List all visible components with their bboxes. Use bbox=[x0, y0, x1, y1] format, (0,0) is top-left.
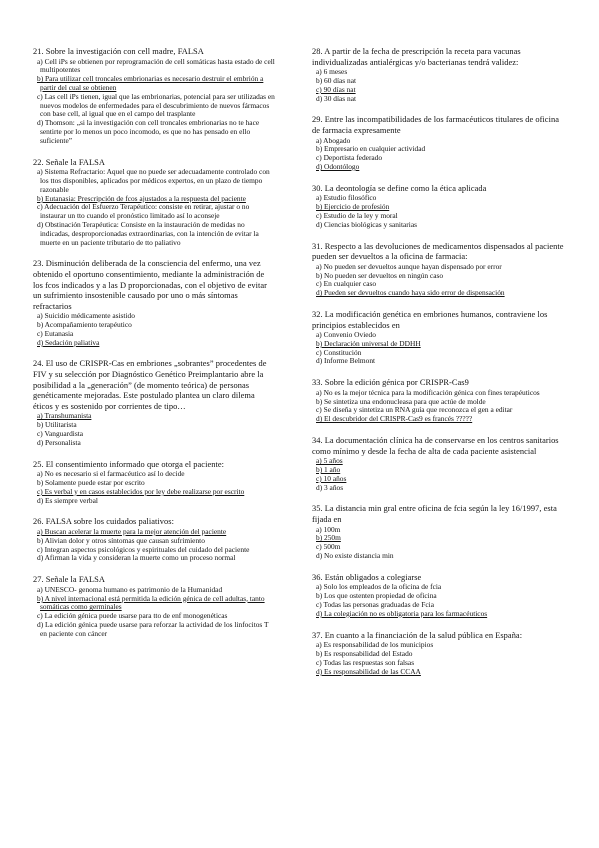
answer-option-marked: b) Ejercicio de profesión bbox=[316, 202, 390, 212]
answer-option: a) Suicidio médicamente asistido bbox=[37, 311, 135, 321]
answer-option: c) Vanguardista bbox=[37, 429, 84, 439]
answer-option: a) Estudio filosófico bbox=[316, 193, 377, 203]
question-text: 32. La modificación genética en embriones humanos, contraviene los principios establecidos en bbox=[312, 309, 548, 330]
question-block bbox=[312, 47, 566, 103]
answer-option: d) Ciencias biológicas y sanitarias bbox=[316, 219, 417, 229]
answer-option: b) Es responsabilidad del Estado bbox=[316, 648, 413, 658]
answer-option: d) 3 años bbox=[316, 482, 344, 492]
question-block bbox=[312, 242, 566, 298]
answer-option: c) Todas las respuestas son falsas bbox=[316, 657, 415, 667]
answer-option: c) Estudio de la ley y moral bbox=[316, 210, 398, 220]
answer-option: a) Cell iPs se obtienen por reprogramación de cell somáticas hasta estado de cell multipotentes bbox=[37, 56, 275, 75]
answer-option: a) Es responsabilidad de los municipios bbox=[316, 640, 434, 650]
answer-option: d) Afirman la vida y consideran la muerte como un proceso normal bbox=[37, 553, 236, 563]
answer-option-marked: c) 10 años bbox=[316, 473, 347, 483]
answer-option: a) No es la mejor técnica para la modificación génica con fines terapéuticos bbox=[316, 387, 540, 397]
answer-option: b) Se sintetiza una endonucleasa para que actúe de molde bbox=[316, 396, 486, 406]
question-text: 29. Entre las incompatibilidades de los farmacéuticos titulares de oficina de farmacia expresamente bbox=[312, 115, 559, 135]
answer-option-marked: b) A nivel internacional está permitida la edición génica de cell adultas, tanto somáticas como germinales bbox=[37, 593, 265, 612]
answer-option-marked: d) Es responsabilidad de las CCAA bbox=[316, 666, 421, 676]
question-text: 36. Están obligados a colegiarse bbox=[312, 572, 422, 582]
answer-option: a) No es necesario si el farmacéutico así lo decide bbox=[37, 469, 185, 479]
answer-option: d) Informe Belmont bbox=[316, 356, 376, 366]
answer-options bbox=[312, 583, 566, 618]
question-block bbox=[33, 460, 276, 506]
answer-option: b) 60 días nat bbox=[316, 75, 357, 85]
question-text: 28. A partir de la fecha de prescripción la receta para vacunas individualizadas antialérgicas y/o bacterianas tendrá validez: bbox=[312, 47, 521, 67]
answer-options bbox=[33, 528, 276, 563]
question-block bbox=[33, 575, 276, 638]
answer-option: b) Los que ostenten propiedad de oficina bbox=[316, 591, 437, 601]
question-text: 25. El consentimiento informado que otorga el paciente: bbox=[33, 459, 224, 469]
answer-option-marked: a) 5 años bbox=[316, 456, 343, 466]
question-block bbox=[33, 517, 276, 563]
question-text: 27. Señale la FALSA bbox=[33, 575, 105, 585]
question-text: 21. Sobre la investigación con cell madre, FALSA bbox=[33, 47, 204, 56]
answer-option: d) 30 días nat bbox=[316, 93, 357, 103]
answer-options bbox=[312, 526, 566, 561]
question-text: 31. Respecto a las devoluciones de medicamentos dispensados al paciente pueden ser devueltos a la oficina de farmacia: bbox=[312, 241, 564, 262]
answer-option: d) Thomson: „si la investigación con cell troncales embrionarias no te hace sentirte por lo menos un poco incomodo, es que no has pensado en ello suficiente” bbox=[37, 118, 260, 145]
answer-option: a) 100m bbox=[316, 524, 341, 534]
question-block bbox=[312, 184, 566, 230]
answer-options bbox=[33, 58, 276, 146]
answer-options bbox=[312, 137, 566, 172]
question-block bbox=[312, 631, 566, 677]
question-block bbox=[33, 158, 276, 248]
answer-option-marked: b) Declaración universal de DDHH bbox=[316, 338, 421, 348]
answer-options bbox=[312, 263, 566, 298]
answer-options bbox=[33, 586, 276, 639]
answer-option: a) 6 meses bbox=[316, 67, 348, 77]
answer-options bbox=[312, 389, 566, 424]
answer-option: c) Constitución bbox=[316, 347, 362, 357]
answer-option: d) La edición génica puede usarse para reforzar la actividad de los linfocitos T en paciente con cáncer bbox=[37, 619, 269, 638]
answer-option-marked: d) Pueden ser devueltos cuando haya sido error de dispensación bbox=[316, 288, 505, 298]
question-block bbox=[312, 115, 566, 171]
question-text: 22. Señale la FALSA bbox=[33, 157, 105, 167]
question-block bbox=[33, 359, 276, 447]
answer-option: a) No pueden ser devueltos aunque hayan dispensado por error bbox=[316, 261, 502, 271]
question-text: 23. Disminución deliberada de la consciencia del enfermo, una vez obtenido el oportuno consentimiento, mediante la administración de los fcos indicados y a las D proporcionadas, con el objetivo de evitar un sufrimiento insostenible causado por uno o más síntomas refractarios bbox=[33, 259, 267, 311]
question-block bbox=[312, 504, 566, 560]
answer-options bbox=[33, 168, 276, 247]
question-block bbox=[312, 310, 566, 366]
question-text: 34. La documentación clínica ha de conservarse en los centros sanitarios como mínimo y desde la fecha de alta de cada paciente asistencial bbox=[312, 436, 559, 456]
answer-option: c) Se diseña y sintetiza un RNA guía que reconozca el gen a editar bbox=[316, 405, 513, 415]
answer-options bbox=[312, 68, 566, 103]
answer-option: b) No pueden ser devueltos en ningún caso bbox=[316, 270, 444, 280]
answer-option-marked: b) 1 año bbox=[316, 465, 341, 475]
answer-option-marked: b) Para utilizar cell troncales embrionarias es necesario destruir el embrión a partir del cual se obtienen bbox=[37, 74, 264, 92]
answer-option: c) Todas las personas graduadas de Fcia bbox=[316, 600, 434, 609]
answer-option: a) UNESCO- genoma humano es patrimonio de la Humanidad bbox=[37, 584, 223, 594]
answer-option-marked: a) Buscan acelerar la muerte para la mejor atención del paciente bbox=[37, 527, 227, 537]
question-text: 37. En cuanto a la financiación de la salud pública en España: bbox=[312, 630, 523, 640]
answer-option: c) Integran aspectos psicológicos y espirituales del cuidado del paciente bbox=[37, 544, 250, 554]
answer-option: b) Utilitarista bbox=[37, 420, 77, 430]
question-block bbox=[33, 259, 276, 347]
answer-options bbox=[33, 470, 276, 505]
answer-option: b) Empresario en cualquier actividad bbox=[316, 144, 426, 154]
answer-option-marked: d) La colegiación no es obligatoria para los farmacéuticos bbox=[316, 608, 488, 618]
answer-options bbox=[33, 312, 276, 347]
answer-option: d) No existe distancia min bbox=[316, 551, 394, 561]
question-text: 35. La distancia min gral entre oficina de fcia según la ley 16/1997, esta fijada en bbox=[312, 504, 557, 525]
answer-options bbox=[312, 194, 566, 229]
question-block bbox=[33, 47, 276, 146]
answer-option: c) Adecuación del Esfuerzo Terapéutico: consiste en retirar, ajustar o no instaurar un tto cuando el pronóstico limitado así lo aconseje bbox=[37, 202, 250, 221]
answer-options bbox=[312, 331, 566, 366]
right-column bbox=[312, 47, 566, 688]
question-text: 33. Sobre la edición génica por CRISPR-Cas9 bbox=[312, 378, 469, 388]
answer-option: c) Deportista federado bbox=[316, 153, 383, 163]
answer-option: b) Acompañamiento terapéutico bbox=[37, 320, 132, 330]
answer-option: b) Solamente puede estar por escrito bbox=[37, 478, 145, 488]
question-text: 30. La deontología se define como la ética aplicada bbox=[312, 183, 487, 193]
answer-option: c) 500m bbox=[316, 542, 341, 552]
answer-option: c) La edición génica puede usarse para tto de enf monogenéticas bbox=[37, 611, 228, 621]
question-text: 24. El uso de CRISPR-Cas en embriones „sobrantes” procedentes de FIV y su selección por Diagnóstico Genético Preimplantario abre la posibilidad a la „generación” (de momento teórica) de personas genéticamente mejoradas. Este postulado plantea un claro dilema éticos y es sostenido por corrientes de tipo… bbox=[33, 359, 267, 411]
answer-option: c) Las cell iPs tienen, igual que las embrionarias, potencial para ser utilizadas en nuevos modelos de enfermedades para el descubrimiento de nuevos fármacos con base cell, al igual que en el campo del trasplante bbox=[37, 91, 275, 119]
question-text: 26. FALSA sobre los cuidados paliativos: bbox=[33, 517, 174, 527]
answer-option: d) Obstinación Terapéutica: Consiste en la instauración de medidas no indicadas, desproporcionadas extraordinarias, con la intención de evitar la muerte en un paciente tributario de tto paliativo bbox=[37, 219, 259, 247]
answer-option: a) Abogado bbox=[316, 135, 351, 145]
answer-option: c) Eutanasia bbox=[37, 328, 74, 338]
answer-option-marked: b) 250m bbox=[316, 533, 341, 543]
answer-option-marked: c) 90 días nat bbox=[316, 84, 356, 94]
answer-option: a) Solo los empleados de la oficina de fcia bbox=[316, 582, 442, 592]
answer-options bbox=[33, 412, 276, 447]
question-block bbox=[312, 436, 566, 492]
answer-option: c) En cualquier caso bbox=[316, 279, 377, 289]
answer-option: d) Personalista bbox=[37, 437, 81, 447]
left-column bbox=[33, 47, 276, 651]
answer-option-marked: a) Transhumanista bbox=[37, 411, 92, 421]
answer-option-marked: d) Odontólogo bbox=[316, 161, 360, 171]
answer-options bbox=[312, 457, 566, 492]
question-block bbox=[312, 573, 566, 619]
answer-option: a) Sistema Refractario: Aquel que no puede ser adecuadamente controlado con los ttos disponibles, aplicados por médicos expertos, en un plazo de tiempo razonable bbox=[37, 167, 270, 194]
answer-option-marked: b) Eutanasia: Prescripción de fcos ajustados a la respuesta del paciente bbox=[37, 193, 246, 203]
answer-options bbox=[312, 641, 566, 676]
answer-option: b) Alivian dolor y otros síntomas que causan sufrimiento bbox=[37, 535, 205, 545]
answer-option-marked: c) Es verbal y en casos establecidos por ley debe realizarse por escrito bbox=[37, 486, 245, 496]
answer-option-marked: d) El descubridor del CRISPR-Cas9 es francés ????? bbox=[316, 414, 473, 424]
question-block bbox=[312, 378, 566, 424]
answer-option: d) Es siempre verbal bbox=[37, 495, 98, 505]
answer-option: a) Convenio Oviedo bbox=[316, 330, 376, 340]
answer-option-marked: d) Sedación paliativa bbox=[37, 337, 100, 347]
